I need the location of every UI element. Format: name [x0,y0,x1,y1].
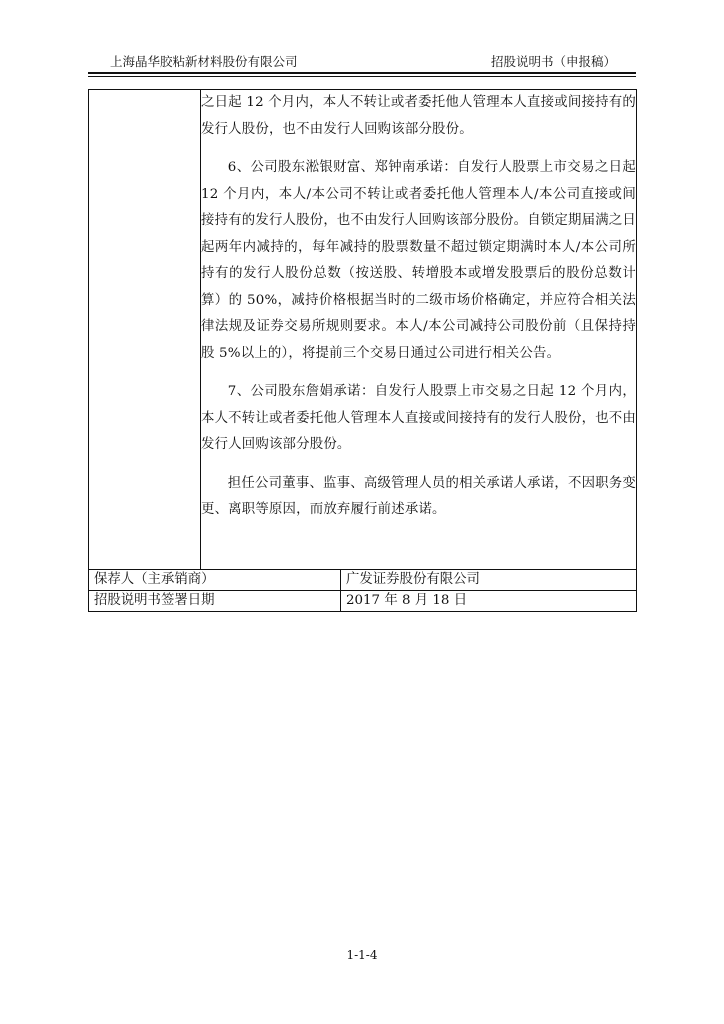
empty-label-cell [89,90,201,570]
header-rule [88,72,636,74]
sponsor-label: 保荐人（主承销商） [89,570,341,591]
paragraph-directors-commitment: 担任公司董事、监事、高级管理人员的相关承诺人承诺，不因职务变更、离职等原因，而放弃履行前述承诺。 [201,475,636,517]
signing-date-row [89,591,637,612]
sponsor-value: 广发证券股份有限公司 [341,570,637,591]
info-table [88,89,637,612]
header-rule-thin [88,76,636,77]
signing-date-label: 招股说明书签署日期 [89,591,341,612]
paragraph-commitment-6: 6、公司股东淞银财富、郑钟南承诺：自发行人股票上市交易之日起 12 个月内，本人/本公司不转让或者委托他人管理本人/本公司直接或间接持有的发行人股份，也不由发行人回购该部分股份。自锁定期届满之日起两年内减持的，每年减持的股票数量不超过锁定期满时本人/本公司所持有的发行人股份总数（按送股、转增股本或增发股票后的股份总数计算）的 50%，减持价格根据当时的二级市场价格确定，并应符合相关法律法规及证券交易所规则要求。本人/本公司减持公司股份前（且保持持股 5%以上的），将提前三个交易日通过公司进行相关公告。 [201,160,636,361]
document-type: 招股说明书（申报稿） [490,54,616,69]
commitment-text-cell [201,90,637,570]
content-row [89,90,637,570]
signing-date-value: 2017 年 8 月 18 日 [341,591,637,612]
page-header [88,52,636,72]
paragraph-continuation: 之日起 12 个月内，本人不转让或者委托他人管理本人直接或间接持有的发行人股份，也不由发行人回购该部分股份。 [201,95,636,137]
page-number: 1-1-4 [346,948,378,962]
paragraph-commitment-7: 7、公司股东詹娟承诺：自发行人股票上市交易之日起 12 个月内，本人不转让或者委托他人管理本人直接或间接持有的发行人股份，也不由发行人回购该部分股份。 [201,384,636,452]
company-name: 上海晶华胶粘新材料股份有限公司 [110,54,298,69]
sponsor-row [89,570,637,591]
